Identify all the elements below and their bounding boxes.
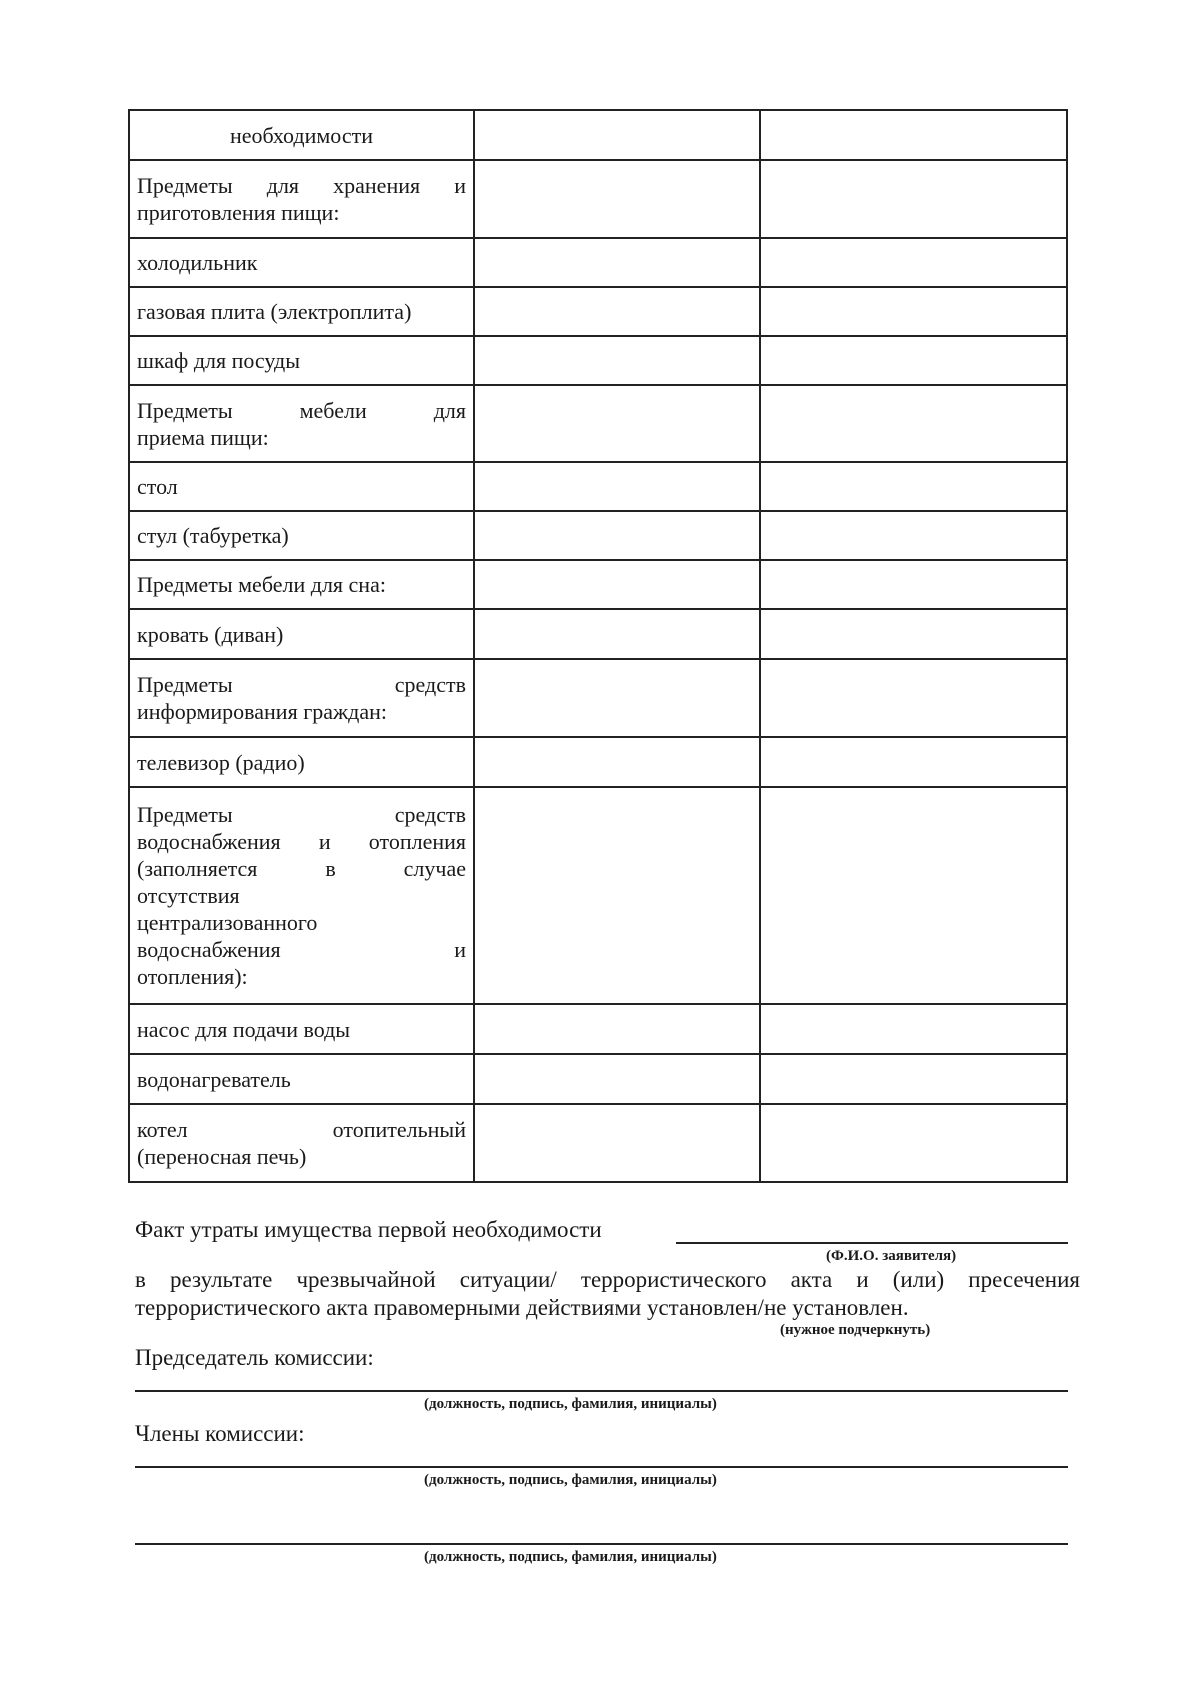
item-label-cell: необходимости	[129, 110, 474, 160]
item-label-line: информирования граждан:	[137, 699, 388, 724]
quantity-cell[interactable]	[474, 609, 760, 659]
table-row	[129, 737, 1067, 787]
note-cell[interactable]	[760, 110, 1067, 160]
table-row	[129, 1104, 1067, 1182]
item-label-cell	[129, 385, 474, 462]
quantity-cell[interactable]	[474, 385, 760, 462]
member-signature-line-2[interactable]	[135, 1543, 1068, 1545]
item-label-cell	[129, 659, 474, 737]
note-cell[interactable]	[760, 560, 1067, 609]
quantity-cell[interactable]	[474, 110, 760, 160]
item-label-cell	[129, 1104, 474, 1182]
item-label-line: (заполняется в случае	[137, 856, 466, 881]
note-cell[interactable]	[760, 609, 1067, 659]
note-cell[interactable]	[760, 1054, 1067, 1104]
table-row	[129, 110, 1067, 160]
quantity-cell[interactable]	[474, 1104, 760, 1182]
chairman-label: Председатель комиссии:	[135, 1345, 374, 1370]
note-cell[interactable]	[760, 462, 1067, 511]
item-label-line: Предметы средств	[137, 802, 466, 827]
item-label-cell: шкаф для посуды	[129, 336, 474, 385]
quantity-cell[interactable]	[474, 737, 760, 787]
quantity-cell[interactable]	[474, 787, 760, 1004]
item-label-line: Предметы средств	[137, 672, 466, 697]
item-label-line: приготовления пищи:	[137, 200, 340, 225]
quantity-cell[interactable]	[474, 1054, 760, 1104]
member-signature-line-1[interactable]	[135, 1466, 1068, 1468]
quantity-cell[interactable]	[474, 160, 760, 238]
quantity-cell[interactable]	[474, 336, 760, 385]
item-label-line: водоснабжения и отопления	[137, 829, 466, 854]
item-label-line: Предметы мебели для	[137, 397, 466, 423]
item-label-cell: кровать (диван)	[129, 609, 474, 659]
table-row	[129, 560, 1067, 609]
table-row	[129, 462, 1067, 511]
item-label-line: водоснабжения и	[137, 937, 466, 962]
result-text-line-1: в результате чрезвычайной ситуации/ террористического акта и (или) пресечения	[135, 1267, 1080, 1292]
table-row	[129, 1054, 1067, 1104]
item-label-line: приема пищи:	[137, 424, 269, 450]
table-row	[129, 609, 1067, 659]
note-cell[interactable]	[760, 659, 1067, 737]
table-row	[129, 287, 1067, 336]
applicant-name-caption: (Ф.И.О. заявителя)	[826, 1248, 957, 1264]
members-label: Члены комиссии:	[135, 1421, 305, 1446]
loss-fact-text: Факт утраты имущества первой необходимости	[135, 1217, 602, 1242]
quantity-cell[interactable]	[474, 511, 760, 560]
note-cell[interactable]	[760, 287, 1067, 336]
table-row	[129, 1004, 1067, 1054]
item-label-cell: насос для подачи воды	[129, 1004, 474, 1054]
note-cell[interactable]	[760, 1104, 1067, 1182]
quantity-cell[interactable]	[474, 462, 760, 511]
item-label-cell: стул (табуретка)	[129, 511, 474, 560]
note-cell[interactable]	[760, 787, 1067, 1004]
table-row	[129, 336, 1067, 385]
item-label-cell: стол	[129, 462, 474, 511]
quantity-cell[interactable]	[474, 287, 760, 336]
quantity-cell[interactable]	[474, 1004, 760, 1054]
note-cell[interactable]	[760, 737, 1067, 787]
property-table	[128, 109, 1068, 1183]
result-text-line-2: террористического акта правомерными действиями установлен/не установлен.	[135, 1295, 909, 1320]
item-label-cell	[129, 787, 474, 1004]
item-label-line: централизованного	[137, 910, 318, 935]
underline-note: (нужное подчеркнуть)	[780, 1322, 931, 1338]
item-label-line: отсутствия	[137, 883, 240, 908]
quantity-cell[interactable]	[474, 560, 760, 609]
member-signature-caption-1: (должность, подпись, фамилия, инициалы)	[424, 1472, 717, 1488]
note-cell[interactable]	[760, 336, 1067, 385]
quantity-cell[interactable]	[474, 659, 760, 737]
item-label-line: (переносная печь)	[137, 1144, 307, 1169]
item-label-cell: водонагреватель	[129, 1054, 474, 1104]
table-row	[129, 787, 1067, 1004]
item-label-cell: телевизор (радио)	[129, 737, 474, 787]
item-label-cell: Предметы мебели для сна:	[129, 560, 474, 609]
note-cell[interactable]	[760, 385, 1067, 462]
item-label-line: отопления):	[137, 964, 248, 989]
property-table-body	[129, 110, 1067, 1182]
item-label-cell: холодильник	[129, 238, 474, 287]
table-row	[129, 238, 1067, 287]
applicant-name-line[interactable]	[676, 1242, 1068, 1244]
item-label-line: котел отопительный	[137, 1117, 466, 1142]
item-label-cell	[129, 160, 474, 238]
item-label-cell: газовая плита (электроплита)	[129, 287, 474, 336]
quantity-cell[interactable]	[474, 238, 760, 287]
note-cell[interactable]	[760, 1004, 1067, 1054]
table-row	[129, 160, 1067, 238]
table-row	[129, 511, 1067, 560]
chairman-signature-caption: (должность, подпись, фамилия, инициалы)	[424, 1396, 717, 1412]
note-cell[interactable]	[760, 511, 1067, 560]
note-cell[interactable]	[760, 238, 1067, 287]
item-label-line: Предметы для хранения и	[137, 173, 466, 198]
chairman-signature-line[interactable]	[135, 1390, 1068, 1392]
member-signature-caption-2: (должность, подпись, фамилия, инициалы)	[424, 1549, 717, 1565]
note-cell[interactable]	[760, 160, 1067, 238]
table-row	[129, 385, 1067, 462]
table-row	[129, 659, 1067, 737]
